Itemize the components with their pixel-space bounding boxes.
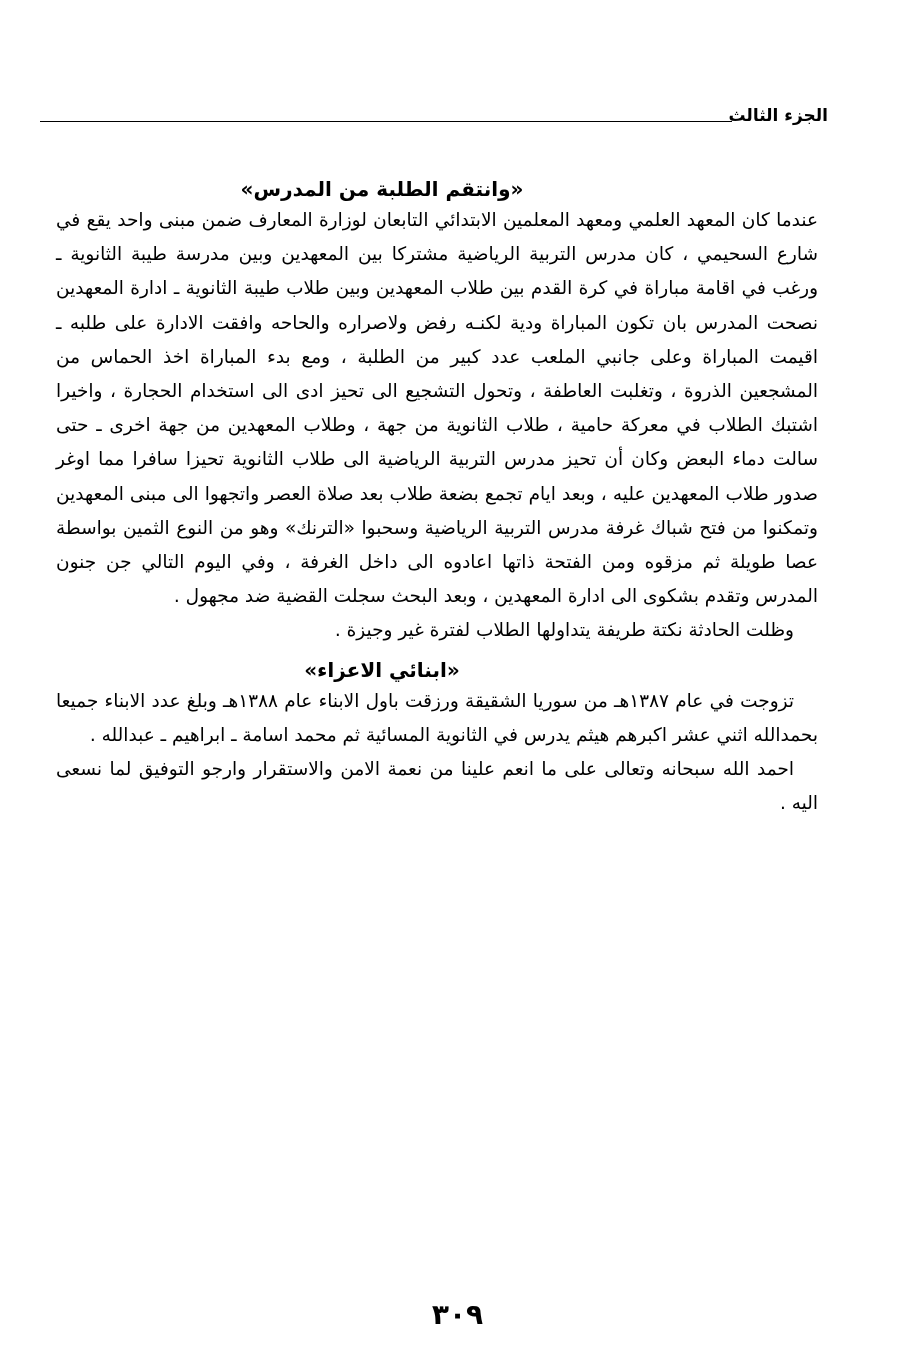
running-header: [40, 104, 828, 134]
page-body: [56, 174, 818, 821]
header-rule: [40, 121, 732, 122]
section-title-revenge: «وانتقم الطلبة من المدرس»: [240, 177, 524, 201]
paragraph-marriage: تزوجت في عام ١٣٨٧هـ من سوريا الشقيقة ورزقت باول الابناء عام ١٣٨٨هـ وبلغ عدد الابناء جميعا بحمدالله اثني عشر اكبرهم هيثم يدرس في الثانوية المسائية ثم محمد اسامة ـ ابراهيم ـ عبدالله .: [56, 690, 818, 746]
paragraph-gratitude: احمد الله سبحانه وتعالى على ما انعم علينا من نعمة الامن والاستقرار وارجو التوفيق لما نسعى اليه .: [56, 759, 818, 815]
paragraph-match-story: عندما كان المعهد العلمي ومعهد المعلمين الابتدائي التابعان لوزارة المعارف ضمن مبنى واحد يقع في شارع السحيمي ، كان مدرس التربية الرياضية مشتركا بين المعهدين وبين مدرسة طيبة الثانوية ـ ورغب في اقامة مباراة في كرة القدم بين طلاب المعهدين وبين طلاب طيبة الثانوية ـ ادارة المعهدين نصحت المدرس بان تكون المباراة ودية لكنـه رفض ولاصراره والحاحه وافقت الادارة على طلبه ـ اقيمت المباراة وعلى جانبي الملعب عدد كبير من الطلبة ، ومع بدء المباراة اخذ الحماس من المشجعين الذروة ، وتغلبت العاطفة ، وتحول التشجيع الى تحيز ادى الى استخدام الحجارة ، واخيرا اشتبك الطلاب في معركة حامية ، طلاب الثانوية من جهة ، وطلاب المعهدين من جهة اخرى ـ حتى سالت دماء البعض وكان أن تحيز مدرس التربية الرياضية الى طلاب الثانوية تحيزا سافرا مما اوغر صدور طلاب المعهدين عليه ، وبعد ايام تجمع بضعة طلاب بعد صلاة العصر واتجهوا الى مبنى المعهدين وتمكنوا من فتح شباك غرفة مدرس التربية الرياضية وسحبوا «الترنك» وهو من النوع الثمين بواسطة عصا طويلة ثم مزقوه ومن الفتحة ذاتها اعادوه الى داخل الغرفة ، وفي اليوم التالي جن جنون المدرس وتقدم بشكوى الى ادارة المعهدين ، وبعد البحث سجلت القضية ضد مجهول .: [56, 210, 818, 608]
part-title: الجزء الثالث: [728, 106, 828, 126]
section-title-children: «ابنائي الاعزاء»: [304, 657, 460, 682]
paragraph-anecdote-ending: وظلت الحادثة نكتة طريفة يتداولها الطلاب لفترة غير وجيزة .: [334, 620, 794, 642]
page-number: ٣٠٩: [431, 1298, 484, 1331]
